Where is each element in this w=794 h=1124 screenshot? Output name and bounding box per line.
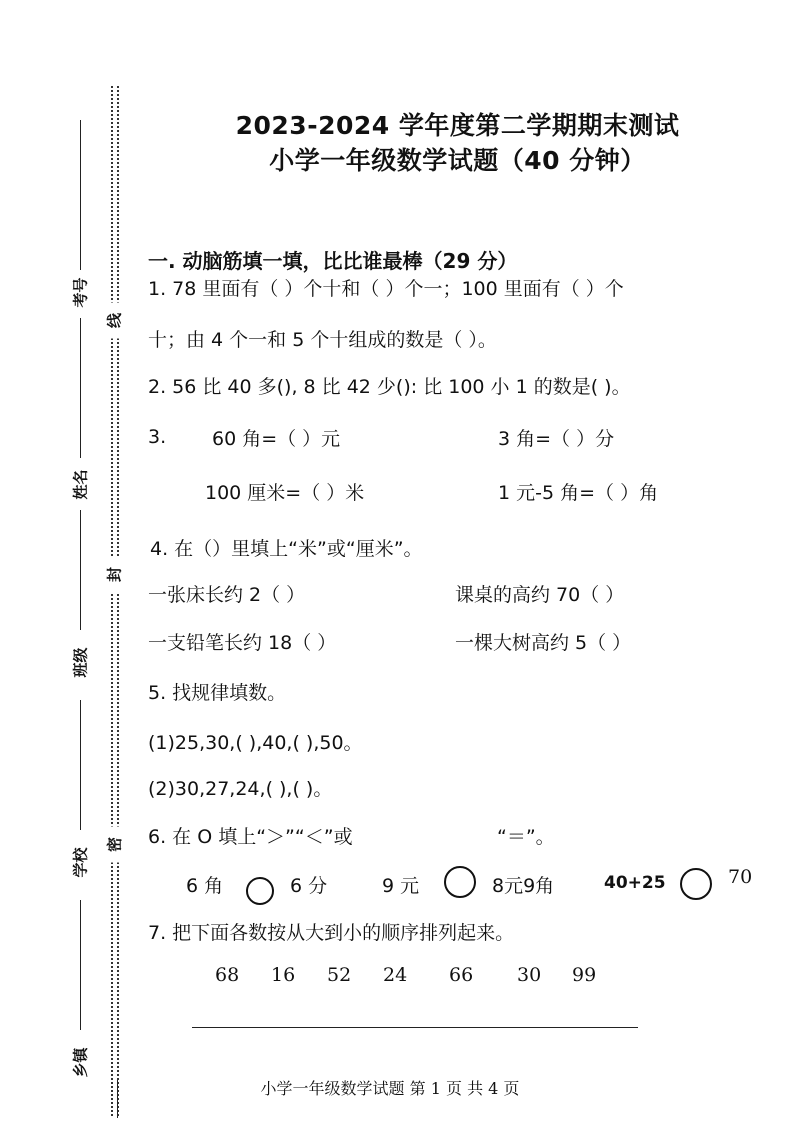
field-label-class: 班级: [71, 647, 90, 678]
exam-subtitle: 小学一年级数学试题（40 分钟）: [269, 146, 646, 175]
question-6-prompt: 6. 在 O 填上“＞”“＜”或: [148, 826, 353, 848]
compare-left-value: 9 元: [382, 875, 420, 897]
question-6-prompt-end: “＝”。: [497, 826, 555, 848]
page-footer: 小学一年级数学试题 第 1 页 共 4 页: [260, 1079, 520, 1098]
question-2: 2. 56 比 40 多(), 8 比 42 少(): 比 100 小 1 的数是( )。: [148, 376, 631, 398]
sort-number: 30: [517, 964, 542, 986]
field-line-exam-no: [80, 120, 81, 270]
compare-left-value: 6 角: [186, 875, 224, 897]
question-3-item: 60 角=（ ）元: [212, 428, 341, 450]
question-4-item: 课桌的高约 70（ ）: [455, 584, 625, 606]
question-5-prompt: 5. 找规律填数。: [148, 682, 287, 704]
compare-answer-circle[interactable]: [444, 866, 476, 898]
binding-dotted-line: [111, 86, 113, 1116]
compare-left-value: 40+25: [604, 873, 666, 893]
question-1-line-2: 十；由 4 个一和 5 个十组成的数是（ ）。: [148, 329, 497, 351]
compare-right-value: 70: [728, 866, 753, 888]
sort-number: 52: [327, 964, 352, 986]
section-heading: 一. 动脑筋填一填，比比谁最棒（29 分）: [148, 249, 518, 273]
compare-right-value: 8元9角: [492, 875, 555, 897]
field-line-school: [80, 700, 81, 830]
question-4-item: 一张床长约 2（ ）: [148, 584, 306, 606]
field-label-name: 姓名: [71, 469, 90, 500]
field-label-exam-no: 考号: [71, 277, 90, 308]
compare-answer-circle[interactable]: [680, 868, 712, 900]
answer-line: [192, 1027, 638, 1028]
question-4-item: 一支铅笔长约 18（ ）: [148, 632, 337, 654]
cut-mark-seal: 封: [104, 557, 125, 593]
sort-number: 68: [215, 964, 240, 986]
question-1-line-1: 1. 78 里面有（ ）个十和（ ）个一；100 里面有（ ）个: [148, 278, 624, 300]
compare-right-value: 6 分: [290, 875, 328, 897]
compare-answer-circle[interactable]: [246, 877, 274, 905]
sort-number: 16: [271, 964, 296, 986]
cut-mark-secret: 密: [104, 827, 125, 863]
question-3-item: 3 角=（ ）分: [498, 428, 615, 450]
field-label-school: 学校: [71, 847, 90, 878]
binding-dotted-line-inner: [117, 86, 119, 1116]
sort-number: 99: [572, 964, 597, 986]
exam-title: 2023-2024 学年度第二学期期末测试: [235, 111, 680, 140]
question-5-sequence-2: (2)30,27,24,( ),( )。: [148, 778, 333, 800]
field-line-name: [80, 318, 81, 458]
field-line-town: [80, 900, 81, 1030]
question-3-item: 1 元-5 角=（ ）角: [498, 482, 659, 504]
sort-number: 24: [383, 964, 408, 986]
field-line-class: [80, 510, 81, 630]
question-3-number: 3.: [148, 426, 167, 448]
question-3-item: 100 厘米=（ ）米: [205, 482, 365, 504]
question-4-item: 一棵大树高约 5（ ）: [455, 632, 632, 654]
field-label-town: 乡镇: [71, 1047, 90, 1078]
sort-number: 66: [449, 964, 474, 986]
question-5-sequence-1: (1)25,30,( ),40,( ),50。: [148, 732, 363, 754]
margin-bottom-rule: [117, 1080, 118, 1118]
cut-mark-line: 线: [104, 303, 125, 339]
question-4-prompt: 4. 在（）里填上“米”或“厘米”。: [150, 538, 423, 560]
question-7-prompt: 7. 把下面各数按从大到小的顺序排列起来。: [148, 922, 515, 944]
